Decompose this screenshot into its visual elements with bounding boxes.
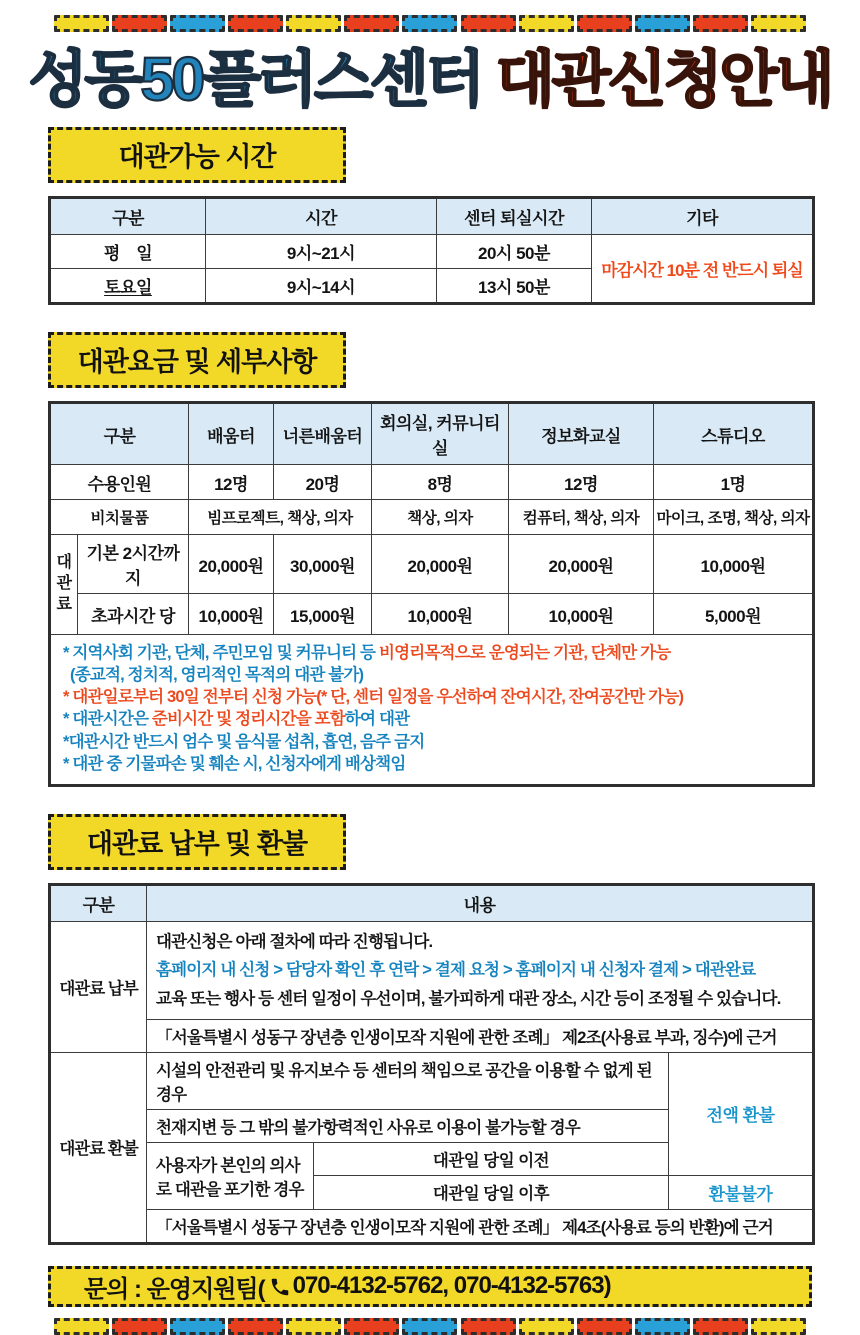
hours-header-row — [50, 198, 814, 235]
note-line: * 대관시간은 준비시간 및 정리시간을 포함하여 대관 — [63, 710, 410, 729]
refund-case-row — [50, 1052, 814, 1109]
dash-segment — [577, 1318, 632, 1335]
dash-segment — [635, 15, 690, 32]
equipment-label: 비치물품 — [50, 500, 189, 535]
base-fee-value: 20,000원 — [189, 535, 274, 594]
base-fee-value: 30,000원 — [274, 535, 372, 594]
dash-segment — [577, 15, 632, 32]
dash-segment — [286, 15, 341, 32]
equipment-value: 마이크, 조명, 책상, 의자 — [654, 500, 814, 535]
capacity-value: 12명 — [189, 465, 274, 500]
hours-col-type: 구분 — [50, 198, 206, 235]
hours-weekday-exit: 20시 50분 — [437, 235, 592, 269]
capacity-value: 20명 — [274, 465, 372, 500]
contact-phones: 070-4132-5762, 070-4132-5763 — [292, 1272, 604, 1300]
refund-case1: 시설의 안전관리 및 유지보수 등 센터의 책임으로 공간을 이용할 수 없게 된 경우 — [147, 1052, 669, 1109]
fees-notes — [50, 635, 814, 786]
top-dash-border — [54, 0, 806, 32]
note-line: * 대관일로부터 30일 전부터 신청 가능(* 단, 센터 일정을 우선하여 잔여시간, 잔여공간만 가능) — [63, 688, 684, 707]
dash-segment — [54, 15, 109, 32]
refund-col-type: 구분 — [50, 884, 147, 921]
hours-weekday-time: 9시~21시 — [206, 235, 437, 269]
base-fee-row — [50, 535, 814, 594]
note-line: * 대관 중 기물파손 및 훼손 시, 신청자에게 배상책임 — [63, 754, 406, 773]
capacity-value: 8명 — [372, 465, 509, 500]
page-title — [0, 44, 860, 114]
dash-segment — [286, 1318, 341, 1335]
hours-saturday-time: 9시~14시 — [206, 269, 437, 304]
refund-table — [48, 883, 815, 1245]
section-heading-fees: 대관요금 및 세부사항 — [48, 332, 346, 388]
payment-row — [50, 921, 814, 1019]
extra-fee-value: 10,000원 — [372, 594, 509, 635]
note-line: *대관시간 반드시 엄수 및 음식물 섭취, 흡연, 음주 금지 — [63, 732, 425, 751]
capacity-row — [50, 465, 814, 500]
section-heading-refund: 대관료 납부 및 환불 — [48, 814, 346, 870]
extra-fee-value: 15,000원 — [274, 594, 372, 635]
section-heading-hours: 대관가능 시간 — [48, 127, 346, 183]
dash-segment — [402, 15, 457, 32]
dash-segment — [344, 15, 399, 32]
refund-col-content: 내용 — [147, 884, 814, 921]
capacity-value: 12명 — [509, 465, 654, 500]
no-refund-badge: 환불불가 — [669, 1175, 814, 1209]
fees-col-neoreun-baeumteo: 너른배움터 — [274, 403, 372, 465]
page-title-sub: 대관신청안내 — [495, 45, 832, 113]
refund-header-row — [50, 884, 814, 921]
note-line: * 지역사회 기관, 단체, 주민모임 및 커뮤니티 등 비영리목적으로 운영되는 기관, 단체만 가능 — [63, 644, 671, 663]
refund-case3-after: 대관일 당일 이후 — [314, 1175, 669, 1209]
hours-col-exit: 센터 퇴실시간 — [437, 198, 592, 235]
dash-segment — [519, 1318, 574, 1335]
capacity-label: 수용인원 — [50, 465, 189, 500]
dash-segment — [170, 1318, 225, 1335]
fee-group-label: 대관료 — [50, 535, 78, 635]
note-line: (종교적, 정치적, 영리적인 목적의 대관 불가) — [70, 666, 364, 685]
dash-segment — [54, 1318, 109, 1335]
dash-segment — [112, 15, 167, 32]
refund-case3-label: 사용자가 본인의 의사로 대관을 포기한 경우 — [147, 1142, 314, 1209]
extra-fee-value: 10,000원 — [189, 594, 274, 635]
payment-label: 대관료 납부 — [50, 921, 147, 1052]
payment-basis: 「서울특별시 성동구 장년층 인생이모작 지원에 관한 조례」 제2조(사용료 부과, 징수)에 근거 — [147, 1019, 814, 1052]
full-refund-badge: 전액 환불 — [669, 1052, 814, 1175]
dash-segment — [461, 1318, 516, 1335]
base-fee-value: 20,000원 — [509, 535, 654, 594]
extra-fee-value: 10,000원 — [509, 594, 654, 635]
phone-icon — [269, 1276, 291, 1298]
payment-basis-row — [50, 1019, 814, 1052]
payment-line: 대관신청은 아래 절차에 따라 진행됩니다. — [156, 932, 433, 951]
dash-segment — [228, 1318, 283, 1335]
fees-col-it-room: 정보화교실 — [509, 403, 654, 465]
hours-saturday-exit: 13시 50분 — [437, 269, 592, 304]
capacity-value: 1명 — [654, 465, 814, 500]
equipment-value: 컴퓨터, 책상, 의자 — [509, 500, 654, 535]
dash-segment — [344, 1318, 399, 1335]
dash-segment — [519, 15, 574, 32]
refund-basis-row — [50, 1209, 814, 1243]
dash-segment — [751, 1318, 806, 1335]
contact-close-paren: ) — [603, 1272, 611, 1300]
dash-segment — [112, 1318, 167, 1335]
dash-segment — [693, 15, 748, 32]
hours-col-time: 시간 — [206, 198, 437, 235]
base-fee-value: 20,000원 — [372, 535, 509, 594]
hours-col-etc: 기타 — [592, 198, 814, 235]
dash-segment — [170, 15, 225, 32]
extra-fee-label: 초과시간 당 — [78, 594, 189, 635]
dash-segment — [635, 1318, 690, 1335]
fees-table — [48, 401, 815, 787]
payment-line: 교육 또는 행사 등 센터 일정이 우선이며, 불가피하게 대관 장소, 시간 등이 조정될 수 있습니다. — [156, 989, 781, 1008]
contact-label: 문의 : 운영지원팀( — [84, 1275, 265, 1303]
refund-case2: 천재지변 등 그 밖의 불가항력적인 사유로 이용이 불가능할 경우 — [147, 1109, 669, 1142]
page-title-main: 성동50플러스센터 — [28, 45, 482, 113]
hours-weekday-label: 평 일 — [50, 235, 206, 269]
dash-segment — [402, 1318, 457, 1335]
payment-content — [147, 921, 814, 1019]
fees-col-meeting-community-room: 회의실, 커뮤니티실 — [372, 403, 509, 465]
equipment-row — [50, 500, 814, 535]
fees-notes-row — [50, 635, 814, 786]
hours-saturday-label: 토요일 — [50, 269, 206, 304]
base-fee-value: 10,000원 — [654, 535, 814, 594]
table-row — [50, 235, 814, 269]
dash-segment — [228, 15, 283, 32]
dash-segment — [461, 15, 516, 32]
refund-label: 대관료 환불 — [50, 1052, 147, 1243]
extra-fee-row — [50, 594, 814, 635]
equipment-value: 빔프로젝트, 책상, 의자 — [189, 500, 372, 535]
refund-basis: 「서울특별시 성동구 장년층 인생이모작 지원에 관한 조례」 제4조(사용료 등의 반환)에 근거 — [147, 1209, 814, 1243]
bottom-dash-border — [54, 1318, 806, 1335]
fees-col-studio: 스튜디오 — [654, 403, 814, 465]
extra-fee-value: 5,000원 — [654, 594, 814, 635]
payment-process-line: 홈페이지 내 신청 > 담당자 확인 후 연락 > 결제 요청 > 홈페이지 내 신청자 결제 > 대관완료 — [156, 961, 756, 980]
dash-segment — [751, 15, 806, 32]
refund-case3-before: 대관일 당일 이전 — [314, 1142, 669, 1175]
fees-header-row — [50, 403, 814, 465]
hours-table — [48, 196, 815, 305]
base-fee-label: 기본 2시간까지 — [78, 535, 189, 594]
equipment-value: 책상, 의자 — [372, 500, 509, 535]
fees-col-type: 구분 — [50, 403, 189, 465]
contact-bar — [48, 1266, 812, 1307]
dash-segment — [693, 1318, 748, 1335]
hours-etc-note: 마감시간 10분 전 반드시 퇴실 — [592, 235, 814, 304]
fees-col-baeumteo: 배움터 — [189, 403, 274, 465]
